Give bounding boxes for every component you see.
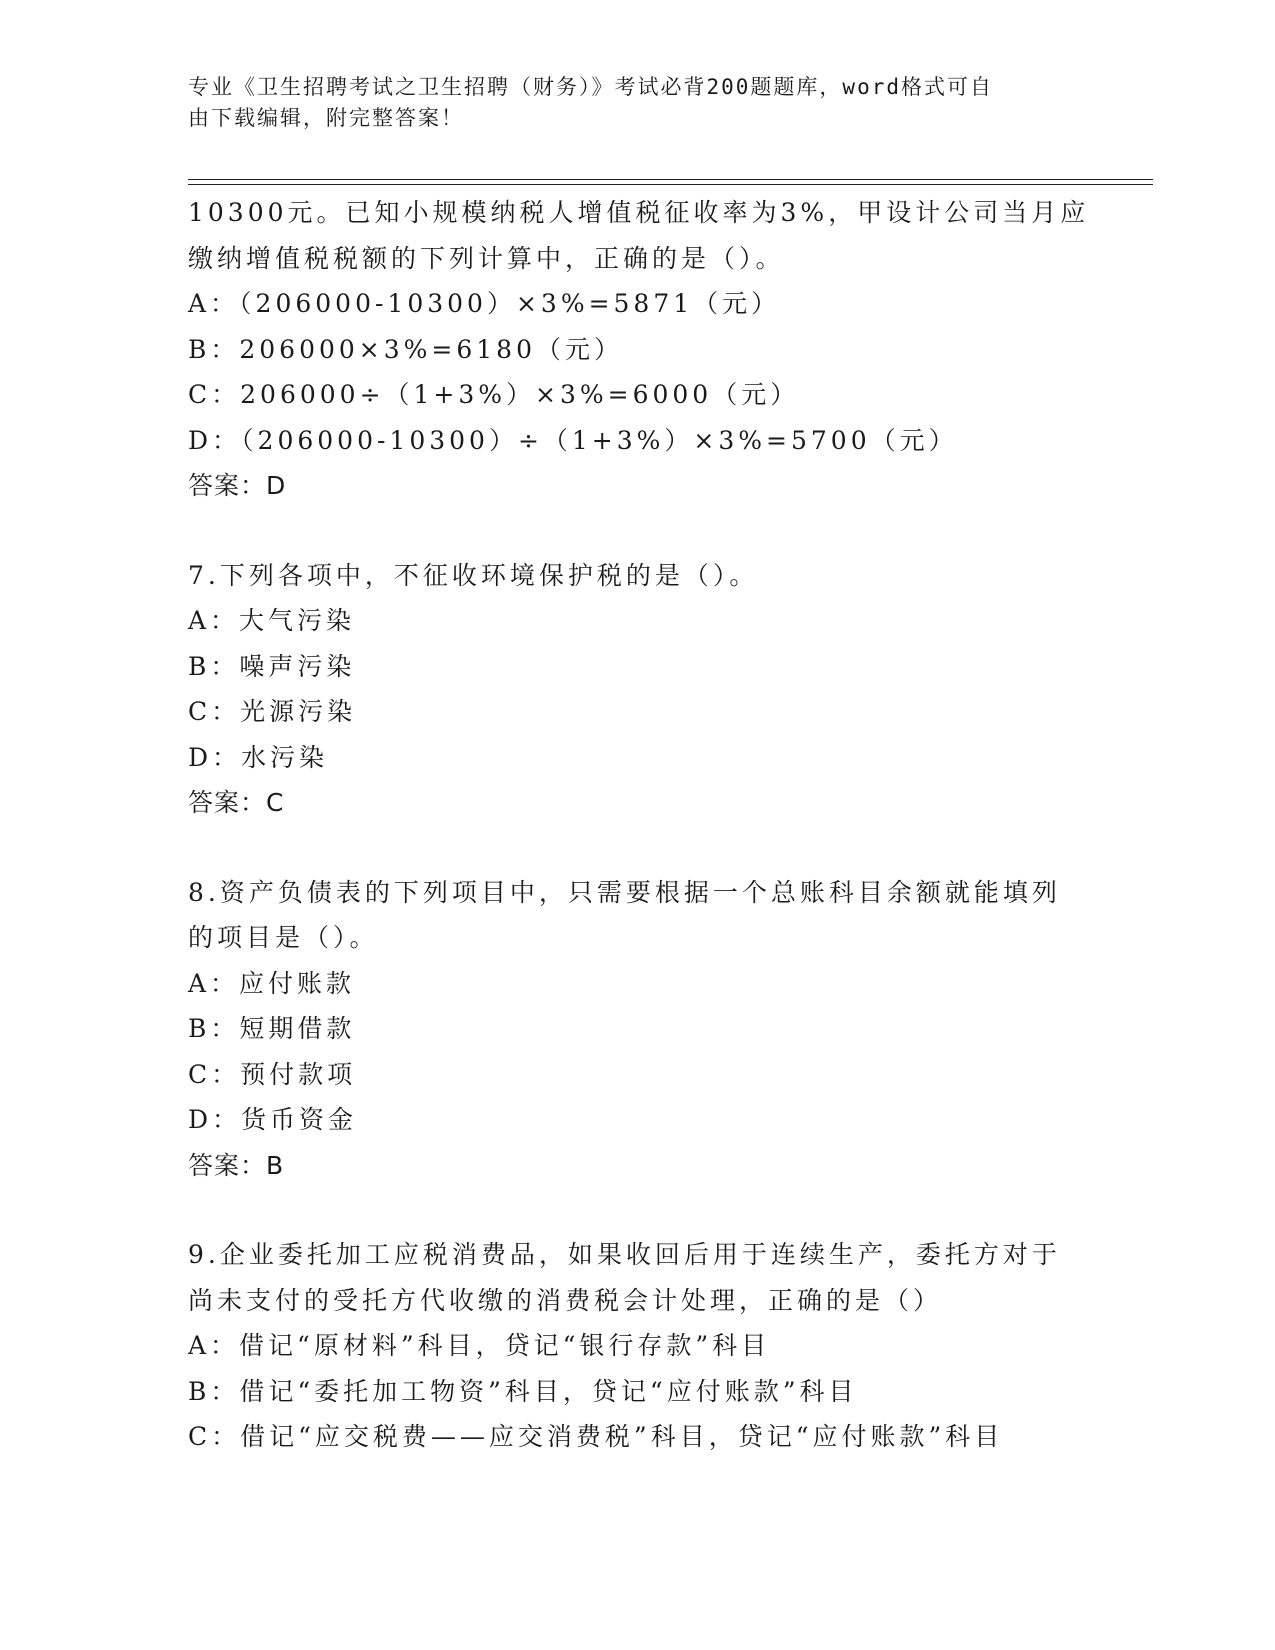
option-c: C：预付款项 [188,1059,357,1089]
question-stem-line: 8.资产负债表的下列项目中，只需要根据一个总账科目余额就能填列 [188,877,1061,907]
question-stem-line: 缴纳增值税税额的下列计算中，正确的是（）。 [188,243,785,273]
header-divider-bottom [188,184,1153,185]
document-header [188,72,1068,134]
question-spacer [188,826,1088,870]
question-stem-line: 尚未支付的受托方代收缴的消费税会计处理，正确的是（） [188,1285,943,1315]
question-stem-line: 10300元。已知小规模纳税人增值税征收率为3%，甲设计公司当月应 [188,198,1090,227]
question-stem-line: 的项目是（）。 [188,923,379,952]
answer-line: 答案：C [188,788,285,817]
option-d: D：货币资金 [188,1105,358,1134]
question-spacer [188,1188,1088,1232]
question-content [188,190,1088,1460]
header-line-1: 专业《卫生招聘考试之卫生招聘（财务）》考试必背200题题库，word格式可自 [188,75,993,99]
option-b: B：噪声污染 [188,651,356,681]
option-a: A：应付账款 [188,968,356,998]
option-b: B：短期借款 [188,1014,356,1043]
header-line-2: 由下载编辑，附完整答案！ [188,106,464,130]
question-stem-line: 7.下列各项中，不征收环境保护税的是（）。 [188,560,759,590]
option-c: C：206000÷（1+3%）×3%=6000（元） [188,380,800,409]
answer-line: 答案：B [188,1150,285,1180]
option-c: C：光源污染 [188,697,357,726]
option-a: A：借记“原材料”科目，贷记“银行存款”科目 [188,1331,771,1360]
question-stem-line: 9.企业委托加工应税消费品，如果收回后用于连续生产，委托方对于 [188,1240,1061,1269]
option-c: C：借记“应交税费——应交消费税”科目，贷记“应付账款”科目 [188,1422,1004,1451]
header-divider-top [188,179,1153,180]
answer-line: 答案：D [188,471,287,500]
option-b: B：借记“委托加工物资”科目，贷记“应付账款”科目 [188,1376,858,1406]
option-d: D：（206000-10300）÷（1+3%）×3%=5700（元） [188,425,958,455]
option-a: A：大气污染 [188,606,356,635]
option-b: B：206000×3%=6180（元） [188,334,623,364]
question-spacer [188,509,1088,553]
question-7 [188,553,1088,826]
option-a: A：（206000-10300）×3%=5871（元） [188,289,781,318]
option-d: D：水污染 [188,742,329,772]
question-9 [188,1232,1088,1460]
question-6 [188,190,1088,509]
question-8 [188,870,1088,1189]
